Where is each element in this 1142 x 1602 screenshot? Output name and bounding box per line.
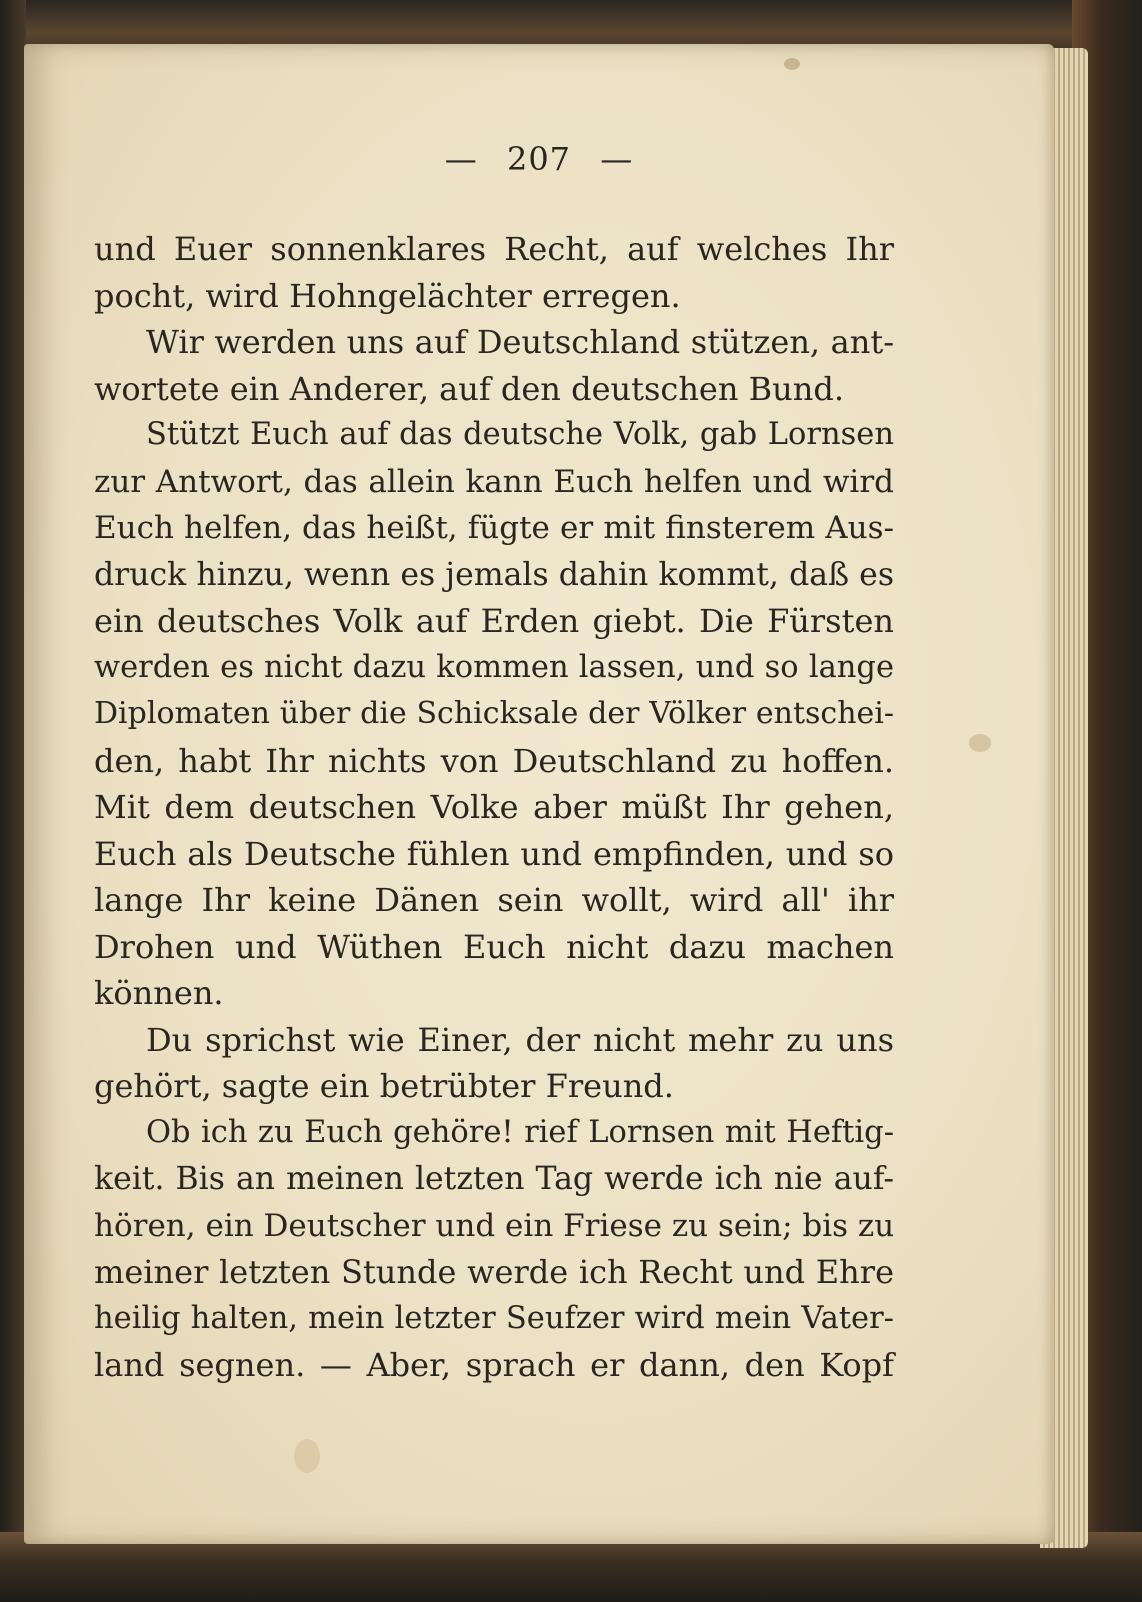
paper-stain — [969, 734, 991, 752]
paper-stain — [294, 1439, 320, 1473]
book-page — [24, 44, 1054, 1544]
text-line: Diplomaten über die Schicksale der Völker entschei- — [94, 696, 894, 731]
text-line: und Euer sonnenklares Recht, auf welches Ihr — [94, 230, 894, 268]
body-text — [94, 226, 894, 1389]
page-header — [24, 140, 1054, 178]
text-line: pocht, wird Hohngelächter erregen. — [94, 276, 681, 315]
text-line: zur Antwort, das allein kann Euch helfen und wird — [94, 463, 894, 500]
text-line: lange Ihr keine Dänen sein wollt, wird all' ihr — [94, 881, 894, 919]
text-line: gehört, sagte ein betrübter Freund. — [94, 1067, 674, 1105]
text-line: hören, ein Deutscher und ein Friese zu sein; bis zu — [94, 1207, 895, 1244]
text-line: den, habt Ihr nichts von Deutschland zu hoffen. — [94, 741, 894, 780]
text-line: land segnen. — Aber, sprach er dann, den Kopf — [94, 1346, 894, 1384]
text-line: Mit dem deutschen Volke aber müßt Ihr gehen, — [94, 788, 894, 826]
text-line: Euch als Deutsche fühlen und empfinden, und so — [94, 834, 894, 873]
page-number: 207 — [506, 140, 572, 178]
text-line: keit. Bis an meinen letzten Tag werde ich nie auf- — [94, 1161, 894, 1197]
text-line: Euch helfen, das heißt, fügte er mit finsterem Aus- — [94, 510, 894, 546]
text-line: Stützt Euch auf das deutsche Volk, gab Lornsen — [146, 417, 894, 452]
book-binding-left — [0, 0, 26, 1602]
text-line: Du sprichst wie Einer, der nicht mehr zu uns — [146, 1020, 894, 1059]
text-line: Wir werden uns auf Deutschland stützen, ant- — [146, 323, 894, 361]
text-line: Ob ich zu Euch gehöre! rief Lornsen mit Heftig- — [146, 1114, 894, 1150]
text-line: können. — [94, 974, 224, 1012]
text-line: ein deutsches Volk auf Erden giebt. Die Fürsten — [94, 602, 894, 640]
header-dash-left: — — [444, 140, 478, 178]
text-line: wortete ein Anderer, auf den deutschen Bund. — [94, 369, 845, 408]
text-line: werden es nicht dazu kommen lassen, und so lange — [94, 649, 894, 685]
header-dash-right: — — [600, 140, 634, 178]
text-line: Drohen und Wüthen Euch nicht dazu machen — [94, 927, 894, 966]
paper-stain — [784, 58, 800, 70]
text-line: druck hinzu, wenn es jemals dahin kommt, daß es — [94, 556, 894, 593]
text-line: meiner letzten Stunde werde ich Recht und Ehre — [94, 1253, 894, 1291]
text-line: heilig halten, mein letzter Seufzer wird mein Vater- — [94, 1300, 894, 1336]
